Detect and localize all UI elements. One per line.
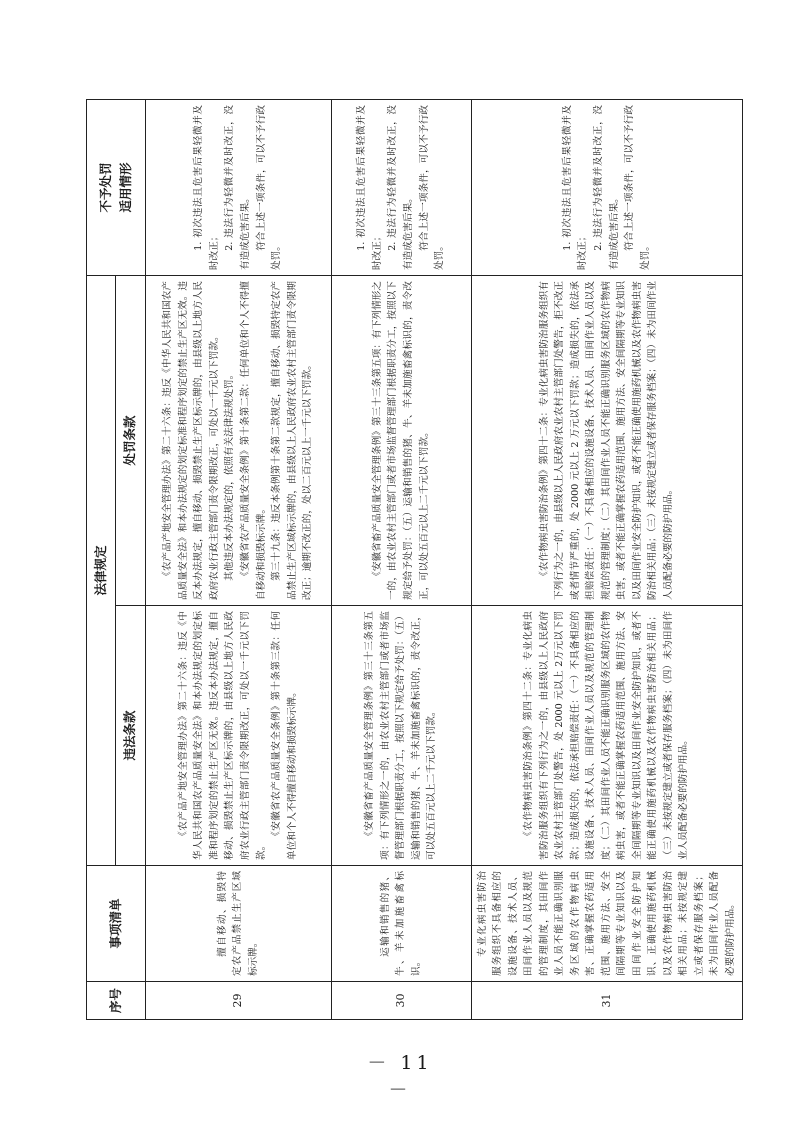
item-description	[471, 866, 742, 982]
violation-clause	[331, 606, 471, 866]
item-description	[145, 866, 331, 982]
penalty-clause	[471, 275, 742, 605]
violation-para: 《农作物病虫害防治条例》第四十二条：专业化病虫害防治服务组织有下列行为之一的，由县级以上人民政府农业农村主管部门处警告，处 2000 元以上 2万元以下罚款；造成损失的，依法承担赔偿责任：（一）不具备相应的设施设备、技术人员、田间作业人员以及规范的管理制度；（二）其田间作业人员不能正确识别服务区域的农作物病虫害，或者不能正确掌握农药适用范围、施用方法、安全间隔期等专业知识以及田间作业安全防护知识，或者不能正确使用施药机械以及农作物病虫害防治相关用品；（三）未按规定建立或者保存服务档案；（四）未为田间作业人员配备必要的防护用品。	[523, 611, 690, 860]
exempt-item: 1. 初次违法且危害后果轻微并及时改正；	[356, 104, 383, 270]
exempt-item: 符合上述一项条件，可以不予行政处罚。	[624, 104, 651, 270]
exempt-item: 2. 违法行为轻微并及时改正，没有造成危害后果。	[592, 104, 620, 270]
row-number: 30	[331, 982, 471, 1020]
page-number: － 11 －	[367, 1052, 433, 1101]
row-number: 31	[471, 982, 742, 1020]
penalty-para: 《农作物病虫害防治条例》第四十二条：专业化病虫害防治服务组织有下列行为之一的，由县级以上人民政府农业农村主管部门处警告，拒不改正或者情节严重的，处 2000 元以上 2 万元以下罚款；造成损失的，依法承担赔偿责任：（一）不具备相应的设施设备、技术人员、田间作业人员以及规范的管理制度；（二）其田间作业人员不能正确识别服务区域的农作物病虫害，或者不能正确掌握农药适用范围、施用方法、安全间隔期等专业知识以及田间作业安全防护知识，或者不能正确使用施药机械以及农作物病虫害防治相关用品；（三）未按规定建立或者保存服务档案；（四）未为田间作业人员配备必要的防护用品。	[538, 280, 674, 600]
penalty-para: 第三十九条：违反本条例第十条第二款规定，擅自移动、损毁特定农产品禁止生产区域标示牌的，由县级以上人民政府农业农村主管部门责令限期改正；逾期不改正的，处以二百元以上一千元以下罚款。	[271, 280, 314, 600]
exempt-item: 1. 初次违法且危害后果轻微并及时改正；	[561, 104, 589, 270]
header-law: 法律规定	[87, 275, 116, 865]
table-row-29	[145, 99, 331, 1019]
penalty-para: 《安徽省畜产品质量安全管理条例》第三十三条第五项：有下列情形之一的，由农业农村主管部门或者市场监督管理部门根据职责分工，按照以下规定给予处罚：（五）运输和销售的猪、牛、羊未加施畜禽标识的，责令改正，可以处五百元以上二千元以下罚款。	[371, 280, 430, 600]
item-text: 擅自移动、损毁特定农产品禁止生产区域标示牌。	[216, 871, 259, 976]
row-number: 29	[145, 982, 331, 1020]
rotated-page-content	[86, 100, 736, 1020]
violation-clause	[145, 606, 331, 866]
penalty-para: 《农产品产地安全管理办法》第二十六条：违反《中华人民共和国农产品质量安全法》和本办法规定的划定标准和程序划定的禁止生产区无效。违反本办法规定，擅自移动、损毁禁止生产区标示牌的，由县级以上地方人民政府农业行政主管部门责令限期改正，可处以一千元以下罚款。	[162, 280, 220, 600]
exempt-item: 2. 违法行为轻微并及时改正，没有造成危害后果。	[387, 104, 414, 270]
violation-para: 《安徽省农产品质量安全条例》第十条第三款：任何单位和个人不得擅自移动和损毁标示牌。	[271, 611, 298, 860]
violation-para: 《安徽省畜产品质量安全管理条例》第三十三条第五项：有下列情形之一的，由农业农村主管部门或者市场监督管理部门根据职责分工，按照以下规定给予处罚：（五）运输和销售的猪、牛、羊未加施畜禽标识的，责令改正，可以处五百元以上二千元以下罚款。	[364, 611, 438, 860]
header-exempt	[87, 99, 146, 275]
penalty-para: 其他违反本办法规定的，依照有关法律法规处罚。	[224, 369, 236, 581]
header-item: 事项清单	[87, 866, 146, 982]
penalty-table	[86, 99, 743, 1020]
header-seq: 序号	[87, 982, 146, 1020]
header-violation: 违法条款	[116, 606, 145, 866]
exempt-item: 符合上述一项条件，可以不予行政处罚。	[255, 104, 283, 270]
table-row-30	[331, 99, 471, 1019]
exempt-conditions	[331, 99, 471, 275]
violation-clause	[471, 606, 742, 866]
exempt-item: 2. 违法行为轻微并及时改正，没有造成危害后果。	[224, 104, 251, 270]
exempt-conditions	[471, 99, 742, 275]
header-exempt-line2: 适用情形	[117, 162, 133, 213]
table-row-31	[471, 99, 742, 1019]
violation-para: 《农产品产地安全管理办法》第二十六条：违反《中华人民共和国农产品质量安全法》和本办法规定的划定标准和程序划定的禁止生产区无效。违反本办法规定，擅自移动、损毁禁止生产区标示牌的，由县级以上地方人民政府农业行政主管部门责令限期改正，可处以一千元以下罚款。	[177, 611, 267, 860]
penalty-clause	[331, 275, 471, 605]
item-text: 运输和销售的猪、牛、羊未加施畜禽标识。	[379, 871, 422, 976]
penalty-clause	[145, 275, 331, 605]
header-penalty: 处罚条款	[116, 275, 145, 605]
item-description	[331, 866, 471, 982]
exempt-item: 1. 初次违法且危害后果轻微并及时改正；	[193, 104, 220, 270]
exempt-item: 符合上述一项条件，可以不予行政处罚。	[418, 104, 446, 270]
exempt-conditions	[145, 99, 331, 275]
header-exempt-line1: 不予处罚	[97, 162, 113, 213]
penalty-para: 《安徽省农产品质量安全条例》第十条第二款：任何单位和个人不得擅自移动和损毁标示牌。	[240, 280, 267, 600]
item-text: 专业化病虫害防治服务组织不具备相应的设施设备、技术人员、田间作业人员以及规范的管理制度，其田间作业人员不能正确识别服务区域的农作物病虫害、正确掌握农药适用范围、施用方法、安全间隔期等专业知识以及田间作业安全防护知识、正确使用施药机械以及农作物病虫害防治相关用品；未按规定建立或者保存服务档案；未为田间作业人员配备必要的防护用品。	[476, 871, 736, 976]
